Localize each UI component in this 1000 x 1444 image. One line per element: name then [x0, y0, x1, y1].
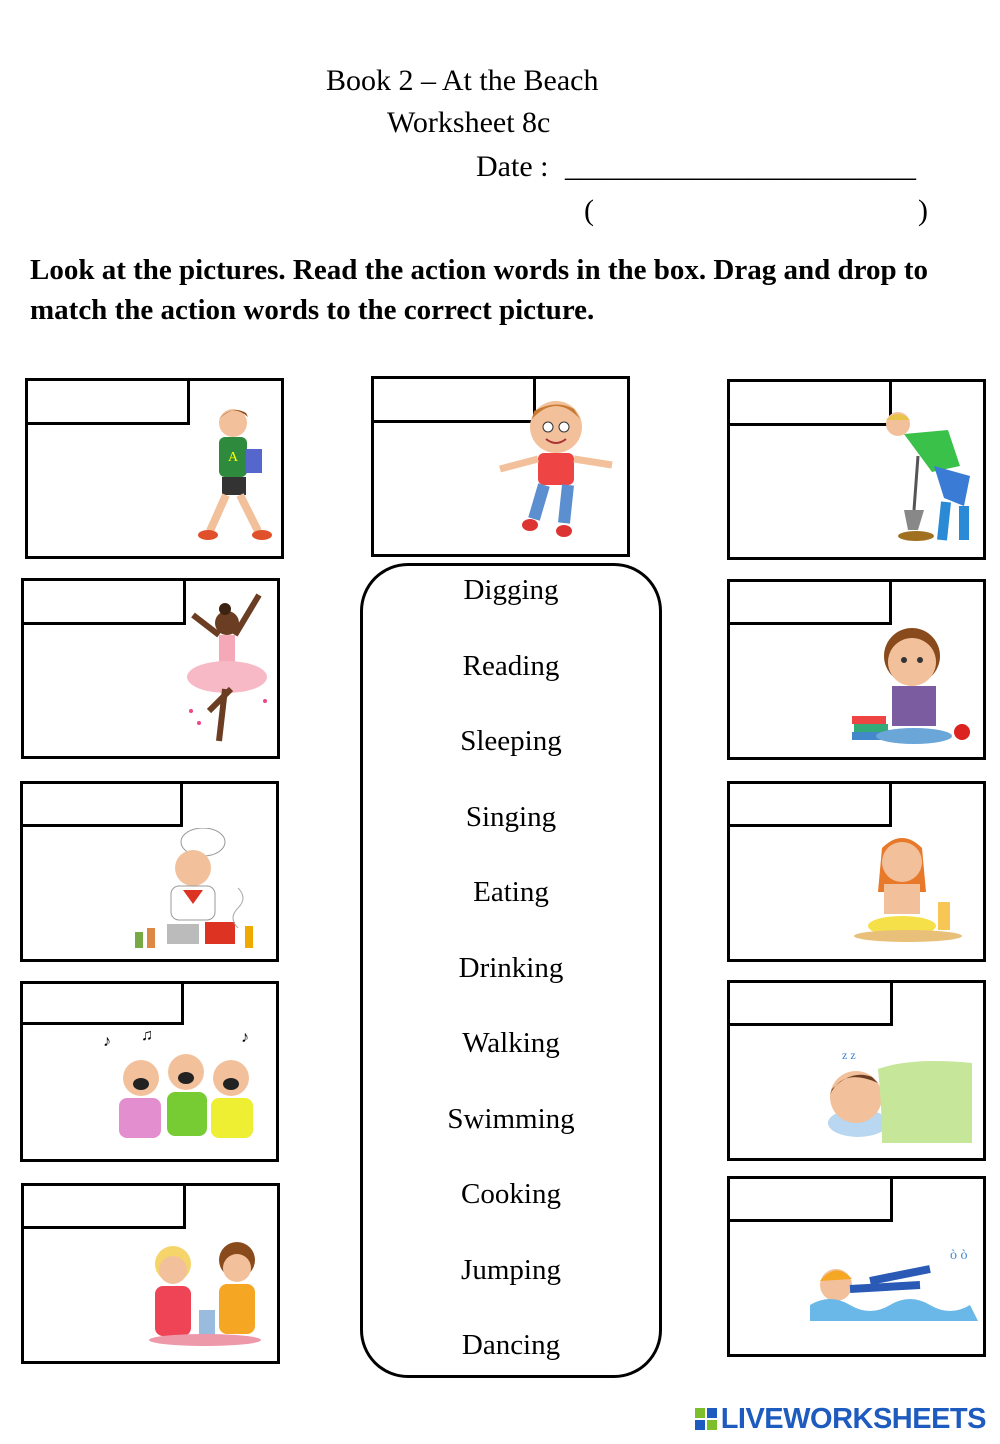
- word-eating[interactable]: Eating: [473, 876, 549, 908]
- word-reading[interactable]: Reading: [462, 650, 560, 682]
- answer-drop-box[interactable]: [20, 981, 184, 1025]
- girl-eating-icon: [852, 828, 964, 946]
- walking-card: [25, 378, 284, 559]
- man-digging-icon: [878, 406, 978, 554]
- cooking-card: [20, 781, 279, 962]
- svg-text:ò ò: ò ò: [950, 1248, 968, 1263]
- date-line: _________________________: [565, 150, 915, 183]
- word-drinking[interactable]: Drinking: [458, 952, 564, 984]
- svg-text:A: A: [228, 450, 239, 465]
- boy-jumping-icon: [494, 393, 618, 541]
- boy-walking-icon: [188, 403, 278, 545]
- liveworksheets-brand: [695, 1403, 986, 1436]
- liveworksheets-logo-icon: [695, 1408, 717, 1432]
- svg-text:♫: ♫: [141, 1028, 153, 1044]
- jumping-card: [371, 376, 630, 557]
- answer-drop-box[interactable]: [727, 781, 892, 827]
- singing-card: [20, 981, 279, 1162]
- word-sleeping[interactable]: Sleeping: [460, 725, 562, 757]
- paren-close: ): [918, 194, 928, 227]
- kids-singing-icon: [101, 1028, 271, 1150]
- ballerina-dancing-icon: [179, 591, 275, 753]
- dancing-card: [21, 578, 280, 759]
- answer-drop-box[interactable]: [25, 378, 190, 425]
- date-label: Date :: [476, 150, 549, 183]
- boy-sleeping-icon: [822, 1047, 974, 1147]
- sleeping-card: [727, 980, 986, 1161]
- answer-drop-box[interactable]: [727, 1176, 893, 1222]
- word-digging[interactable]: Digging: [463, 574, 559, 606]
- swimming-card: [727, 1176, 986, 1357]
- chef-cooking-icon: [123, 828, 273, 954]
- word-cooking[interactable]: Cooking: [461, 1178, 561, 1210]
- word-walking[interactable]: Walking: [462, 1027, 560, 1059]
- reading-card: [727, 579, 986, 760]
- answer-drop-box[interactable]: [727, 379, 892, 426]
- answer-drop-box[interactable]: [20, 781, 183, 827]
- answer-drop-box[interactable]: [727, 579, 892, 625]
- word-jumping[interactable]: Jumping: [461, 1254, 561, 1286]
- answer-drop-box[interactable]: [21, 1183, 186, 1229]
- svg-text:z z: z z: [842, 1048, 856, 1062]
- word-bank: [360, 563, 662, 1378]
- drinking-card: [21, 1183, 280, 1364]
- answer-drop-box[interactable]: [727, 980, 893, 1026]
- word-singing[interactable]: Singing: [465, 801, 557, 833]
- girl-reading-icon: [850, 622, 978, 752]
- svg-text:♪: ♪: [103, 1033, 111, 1050]
- word-swimming[interactable]: Swimming: [447, 1103, 575, 1135]
- instructions: Look at the pictures. Read the action words in the box. Drag and drop to match the action words to the correct picture.: [30, 254, 928, 326]
- brand-text: LIVEWORKSHEETS: [720, 1403, 986, 1435]
- worksheet-title: Book 2 – At the Beach: [326, 64, 599, 97]
- boy-swimming-icon: [810, 1245, 980, 1325]
- digging-card: [727, 379, 986, 560]
- paren-open: (: [584, 194, 594, 227]
- answer-drop-box[interactable]: [21, 578, 186, 625]
- kids-drinking-icon: [139, 1240, 274, 1358]
- svg-text:♪: ♪: [241, 1029, 249, 1046]
- word-dancing[interactable]: Dancing: [461, 1329, 561, 1361]
- worksheet-number: Worksheet 8c: [387, 106, 551, 139]
- eating-card: [727, 781, 986, 962]
